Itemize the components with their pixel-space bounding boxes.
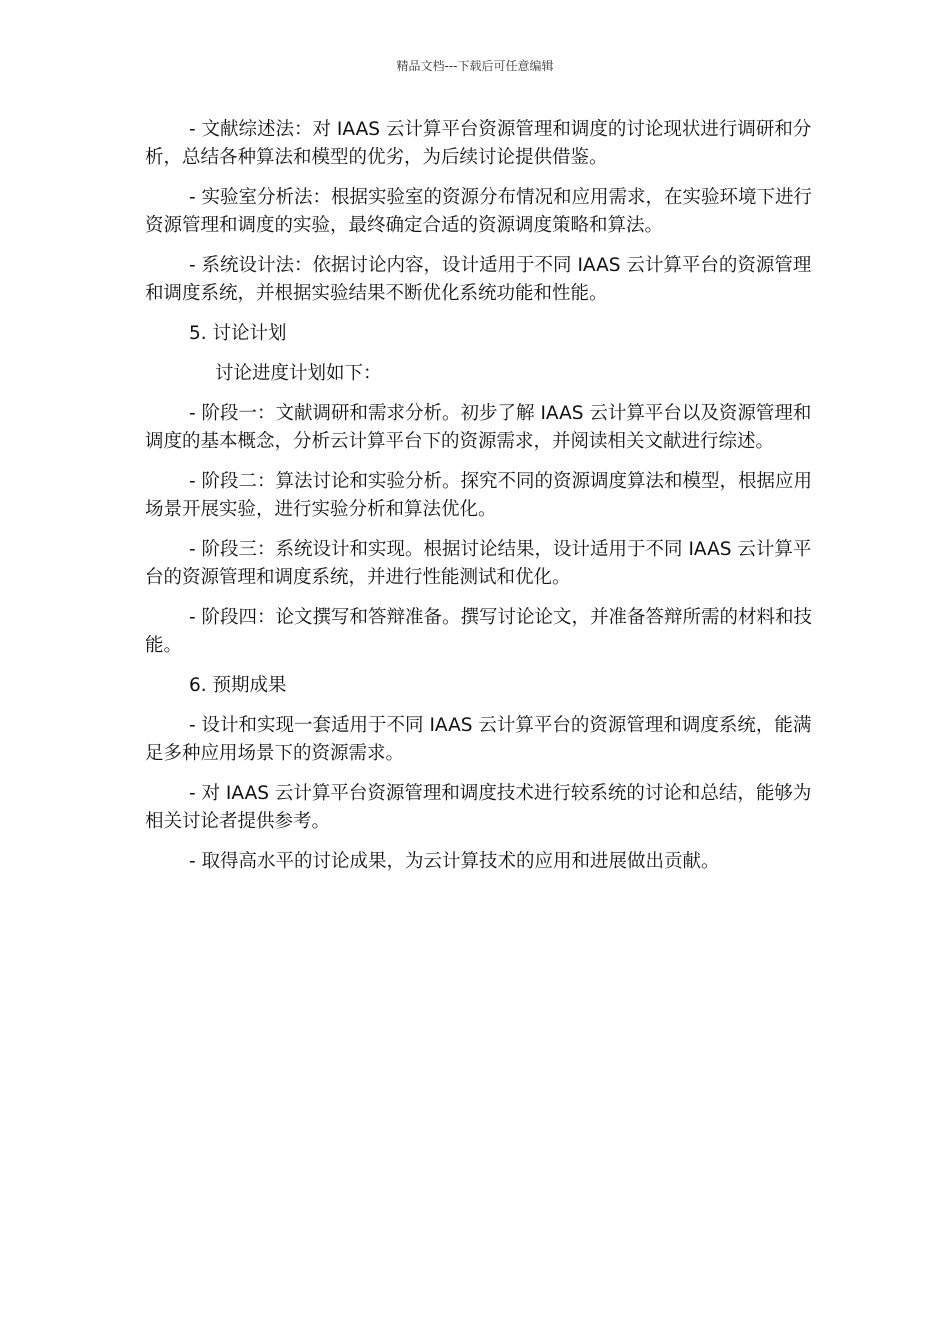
plan-stage-1: - 阶段一：文献调研和需求分析。初步了解 IAAS 云计算平台以及资源管理和调度的基本概念，分析云计算平台下的资源需求，并阅读相关文献进行综述。: [145, 403, 812, 452]
method-literature-review: - 文献综述法：对 IAAS 云计算平台资源管理和调度的讨论现状进行调研和分析，总结各种算法和模型的优劣，为后续讨论提供借鉴。: [145, 119, 812, 168]
page-header: 精品文档---下载后可任意编辑: [396, 59, 554, 73]
plan-stage-4: - 阶段四：论文撰写和答辩准备。撰写讨论论文，并准备答辩所需的材料和技能。: [145, 607, 813, 656]
section-heading-plan: 5. 讨论计划: [189, 323, 287, 344]
result-3: - 取得高水平的讨论成果，为云计算技术的应用和进展做出贡献。: [189, 851, 720, 872]
result-1: - 设计和实现一套适用于不同 IAAS 云计算平台的资源管理和调度系统，能满足多种应用场景下的资源需求。: [145, 715, 812, 764]
plan-stage-3: - 阶段三：系统设计和实现。根据讨论结果，设计适用于不同 IAAS 云计算平台的资源管理和调度系统，并进行性能测试和优化。: [145, 539, 812, 588]
plan-intro: 讨论进度计划如下：: [215, 363, 382, 384]
section-heading-results: 6. 预期成果: [189, 675, 287, 696]
result-2: - 对 IAAS 云计算平台资源管理和调度技术进行较系统的讨论和总结，能够为相关讨论者提供参考。: [145, 783, 812, 832]
document-body: [145, 116, 815, 876]
plan-stage-2: - 阶段二：算法讨论和实验分析。探究不同的资源调度算法和模型，根据应用场景开展实验，进行实验分析和算法优化。: [145, 471, 813, 520]
method-system-design: - 系统设计法：依据讨论内容，设计适用于不同 IAAS 云计算平台的资源管理和调度系统，并根据实验结果不断优化系统功能和性能。: [145, 255, 812, 304]
method-lab-analysis: - 实验室分析法：根据实验室的资源分布情况和应用需求，在实验环境下进行资源管理和调度的实验，最终确定合适的资源调度策略和算法。: [145, 187, 813, 236]
